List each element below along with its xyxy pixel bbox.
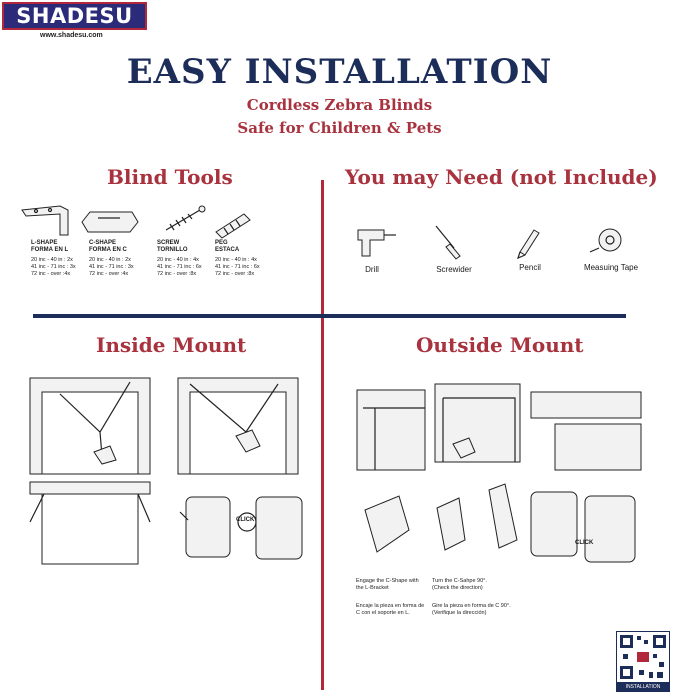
inside-cassette-left <box>180 497 230 557</box>
section-inside-mount: Inside Mount <box>96 333 247 357</box>
pencil-icon <box>518 230 539 258</box>
c-shape-icon <box>82 212 138 232</box>
drill-icon <box>358 230 396 256</box>
needed-tools-illustration <box>350 222 640 262</box>
outside-cassette <box>531 492 635 562</box>
section-outside-mount: Outside Mount <box>416 333 584 357</box>
subtitle-product: Cordless Zebra Blinds <box>246 96 433 114</box>
inside-headrail <box>30 482 150 564</box>
tool-name: L-SHAPE <box>31 240 58 246</box>
page-title: EASY INSTALLATION <box>126 52 553 92</box>
caption-step2-en: Turn the C-Sahpe 90°. (Check the direction) <box>432 578 487 591</box>
tool-qty: 20 inc - 40 in : 4x 41 inc - 71 inc : 6x 72 inc - over :8x <box>215 257 260 277</box>
outside-bracket-detail <box>531 392 641 470</box>
tool-c-shape <box>89 240 134 278</box>
caption-step1-es: Encaje la pieza en forma de C con el soporte en L. <box>356 603 425 616</box>
screwdriver-icon <box>436 226 460 259</box>
tool-peg <box>215 240 260 278</box>
inside-cassette-right <box>238 497 302 559</box>
outside-wall-left <box>357 390 425 470</box>
tool-qty: 20 inc - 40 in : 4x 41 inc - 71 inc : 6x 72 inc - over :8x <box>157 257 202 277</box>
vertical-divider <box>321 180 324 690</box>
need-screwdriver-label: Screwider <box>436 265 472 274</box>
inside-window-frame-right <box>178 378 298 474</box>
measuring-tape-icon <box>590 229 621 252</box>
outside-bracket-step1 <box>365 496 409 552</box>
outside-wall-middle <box>435 384 520 462</box>
tool-name-es: FORMA EN L <box>31 247 69 253</box>
tool-l-shape <box>31 240 76 278</box>
subtitle-safety: Safe for Children & Pets <box>237 119 442 137</box>
blind-tools-illustration <box>20 200 310 242</box>
tool-qty: 20 inc - 40 in : 2x 41 inc - 71 inc : 3x 72 inc - over :4x <box>31 257 76 277</box>
brand-url: www.shadesu.com <box>40 32 103 39</box>
tool-name-es: ESTACA <box>215 247 240 253</box>
outside-bracket-step2 <box>437 484 517 550</box>
need-drill-label: Drill <box>365 265 379 274</box>
tool-name-es: FORMA EN C <box>89 247 127 253</box>
caption-step1-en: Engage the C-Shape with the L-Bracket <box>356 578 419 591</box>
need-measuring-tape-label: Measuing Tape <box>583 263 639 272</box>
need-pencil-label: Pencil <box>519 263 541 272</box>
caption-step2-es: Gire la pieza en forma de C 90°. (Verifique la dirección) <box>432 603 511 616</box>
tool-name: SCREW <box>157 240 180 246</box>
inside-mount-illustration <box>20 372 315 577</box>
peg-icon <box>216 214 250 238</box>
outside-mount-illustration <box>355 380 655 590</box>
tool-screw <box>157 240 202 278</box>
brand-logo: SHADESU <box>2 2 147 30</box>
tool-name: C-SHAPE <box>89 240 117 246</box>
section-you-may-need: You may Need (not Include) <box>345 165 658 189</box>
section-blind-tools: Blind Tools <box>107 165 233 189</box>
inside-window-frame-left <box>30 378 150 474</box>
horizontal-divider <box>33 314 626 318</box>
tool-name-es: TORNILLO <box>157 247 188 253</box>
l-shape-icon <box>22 206 68 235</box>
click-label-outside: CLICK <box>575 540 594 546</box>
click-label-inside: CLICK <box>236 517 255 523</box>
qr-code-icon[interactable] <box>616 631 670 683</box>
screw-icon <box>166 206 205 230</box>
qr-label: INSTALLATION <box>616 683 670 692</box>
tool-qty: 20 inc - 40 in : 2x 41 inc - 71 inc : 3x 72 inc - over :4x <box>89 257 134 277</box>
tool-name: PEG <box>215 240 228 246</box>
